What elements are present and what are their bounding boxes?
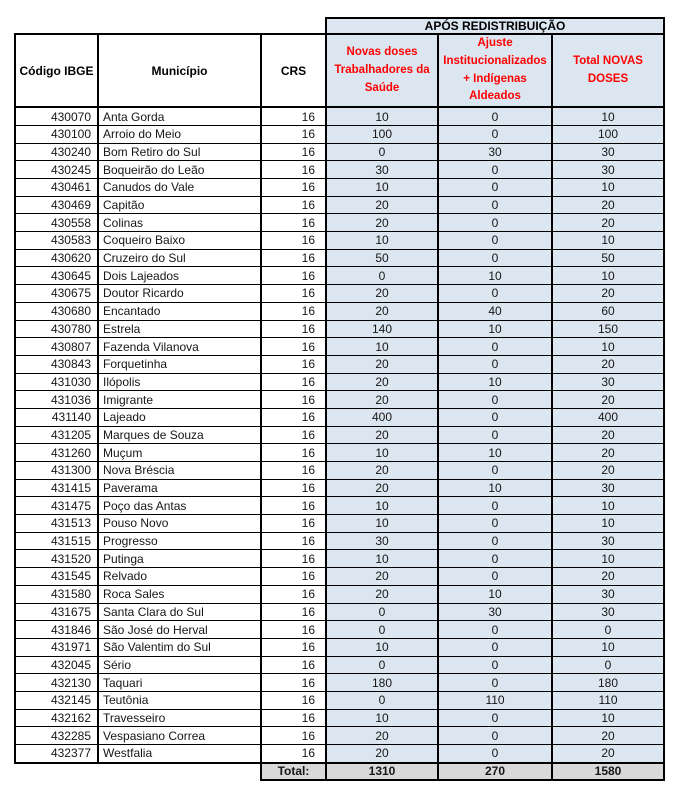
cell-crs: 16 bbox=[261, 338, 326, 356]
cell-codigo-ibge: 431846 bbox=[15, 621, 98, 639]
cell-crs: 16 bbox=[261, 267, 326, 285]
cell-ajuste: 0 bbox=[438, 674, 552, 692]
cell-ajuste: 0 bbox=[438, 638, 552, 656]
cell-ajuste: 0 bbox=[438, 249, 552, 267]
cell-novas-doses: 20 bbox=[326, 585, 438, 603]
cell-crs: 16 bbox=[261, 408, 326, 426]
cell-total-novas-doses: 60 bbox=[552, 302, 664, 320]
cell-codigo-ibge: 431515 bbox=[15, 532, 98, 550]
cell-municipio: Marques de Souza bbox=[98, 426, 261, 444]
cell-municipio: Fazenda Vilanova bbox=[98, 338, 261, 356]
cell-novas-doses: 20 bbox=[326, 462, 438, 480]
cell-municipio: Roca Sales bbox=[98, 585, 261, 603]
cell-novas-doses: 20 bbox=[326, 196, 438, 214]
cell-ajuste: 10 bbox=[438, 585, 552, 603]
cell-ajuste: 10 bbox=[438, 267, 552, 285]
total-novas-doses-value: 1310 bbox=[326, 763, 438, 780]
cell-codigo-ibge: 430070 bbox=[15, 107, 98, 125]
cell-ajuste: 10 bbox=[438, 320, 552, 338]
cell-municipio: Westfalia bbox=[98, 745, 261, 763]
cell-total-novas-doses: 10 bbox=[552, 107, 664, 125]
cell-crs: 16 bbox=[261, 621, 326, 639]
cell-crs: 16 bbox=[261, 214, 326, 232]
cell-municipio: Dois Lajeados bbox=[98, 267, 261, 285]
table-row bbox=[15, 320, 664, 338]
cell-codigo-ibge: 431300 bbox=[15, 462, 98, 480]
table-row bbox=[15, 585, 664, 603]
cell-municipio: Anta Gorda bbox=[98, 107, 261, 125]
cell-total-novas-doses: 20 bbox=[552, 727, 664, 745]
cell-total-novas-doses: 100 bbox=[552, 125, 664, 143]
cell-ajuste: 10 bbox=[438, 479, 552, 497]
table-row bbox=[15, 532, 664, 550]
cell-codigo-ibge: 432130 bbox=[15, 674, 98, 692]
cell-novas-doses: 0 bbox=[326, 267, 438, 285]
table-row bbox=[15, 444, 664, 462]
cell-crs: 16 bbox=[261, 320, 326, 338]
table-row bbox=[15, 691, 664, 709]
cell-ajuste: 110 bbox=[438, 691, 552, 709]
table-row bbox=[15, 267, 664, 285]
cell-municipio: Progresso bbox=[98, 532, 261, 550]
cell-total-novas-doses: 20 bbox=[552, 196, 664, 214]
cell-novas-doses: 10 bbox=[326, 709, 438, 727]
cell-crs: 16 bbox=[261, 585, 326, 603]
cell-total-novas-doses: 30 bbox=[552, 603, 664, 621]
cell-ajuste: 0 bbox=[438, 107, 552, 125]
cell-total-novas-doses: 20 bbox=[552, 391, 664, 409]
cell-municipio: Paverama bbox=[98, 479, 261, 497]
cell-municipio: São José do Herval bbox=[98, 621, 261, 639]
cell-ajuste: 0 bbox=[438, 550, 552, 568]
header-ajuste: Ajuste Institucionalizados + Indígenas Aldeados bbox=[438, 34, 552, 107]
cell-codigo-ibge: 431260 bbox=[15, 444, 98, 462]
cell-codigo-ibge: 431545 bbox=[15, 568, 98, 586]
cell-municipio: Bom Retiro do Sul bbox=[98, 143, 261, 161]
cell-total-novas-doses: 20 bbox=[552, 355, 664, 373]
cell-municipio: Coqueiro Baixo bbox=[98, 232, 261, 250]
cell-crs: 16 bbox=[261, 179, 326, 197]
cell-municipio: Vespasiano Correa bbox=[98, 727, 261, 745]
cell-crs: 16 bbox=[261, 745, 326, 763]
cell-municipio: Putinga bbox=[98, 550, 261, 568]
table-row bbox=[15, 426, 664, 444]
total-ajuste-value: 270 bbox=[438, 763, 552, 780]
cell-novas-doses: 20 bbox=[326, 426, 438, 444]
cell-municipio: Colinas bbox=[98, 214, 261, 232]
cell-ajuste: 0 bbox=[438, 125, 552, 143]
cell-ajuste: 10 bbox=[438, 373, 552, 391]
total-geral-value: 1580 bbox=[552, 763, 664, 780]
cell-novas-doses: 400 bbox=[326, 408, 438, 426]
cell-total-novas-doses: 10 bbox=[552, 232, 664, 250]
cell-codigo-ibge: 430843 bbox=[15, 355, 98, 373]
cell-total-novas-doses: 30 bbox=[552, 585, 664, 603]
cell-novas-doses: 10 bbox=[326, 515, 438, 533]
cell-ajuste: 40 bbox=[438, 302, 552, 320]
total-label: Total: bbox=[261, 763, 326, 780]
cell-codigo-ibge: 430680 bbox=[15, 302, 98, 320]
cell-codigo-ibge: 430245 bbox=[15, 161, 98, 179]
table-row bbox=[15, 302, 664, 320]
cell-crs: 16 bbox=[261, 638, 326, 656]
cell-codigo-ibge: 431675 bbox=[15, 603, 98, 621]
cell-codigo-ibge: 432377 bbox=[15, 745, 98, 763]
cell-ajuste: 0 bbox=[438, 709, 552, 727]
table-row bbox=[15, 107, 664, 125]
cell-codigo-ibge: 430807 bbox=[15, 338, 98, 356]
table-row bbox=[15, 285, 664, 303]
table-row bbox=[15, 621, 664, 639]
vaccine-redistribution-table bbox=[14, 17, 665, 781]
cell-codigo-ibge: 430100 bbox=[15, 125, 98, 143]
cell-total-novas-doses: 150 bbox=[552, 320, 664, 338]
cell-codigo-ibge: 430780 bbox=[15, 320, 98, 338]
cell-novas-doses: 30 bbox=[326, 161, 438, 179]
cell-total-novas-doses: 10 bbox=[552, 497, 664, 515]
header-row bbox=[15, 34, 664, 107]
header-total-novas-doses: Total NOVAS DOSES bbox=[552, 34, 664, 107]
cell-municipio: Capitão bbox=[98, 196, 261, 214]
cell-novas-doses: 10 bbox=[326, 179, 438, 197]
cell-total-novas-doses: 20 bbox=[552, 745, 664, 763]
cell-codigo-ibge: 430240 bbox=[15, 143, 98, 161]
cell-municipio: Arroio do Meio bbox=[98, 125, 261, 143]
table-row bbox=[15, 391, 664, 409]
cell-codigo-ibge: 430675 bbox=[15, 285, 98, 303]
cell-codigo-ibge: 431140 bbox=[15, 408, 98, 426]
cell-municipio: Sério bbox=[98, 656, 261, 674]
table-row bbox=[15, 355, 664, 373]
table-row bbox=[15, 674, 664, 692]
header-codigo-ibge: Código IBGE bbox=[15, 34, 98, 107]
cell-crs: 16 bbox=[261, 161, 326, 179]
table-row bbox=[15, 515, 664, 533]
cell-total-novas-doses: 10 bbox=[552, 179, 664, 197]
table-row bbox=[15, 373, 664, 391]
cell-codigo-ibge: 431520 bbox=[15, 550, 98, 568]
cell-total-novas-doses: 0 bbox=[552, 656, 664, 674]
cell-novas-doses: 20 bbox=[326, 302, 438, 320]
cell-ajuste: 0 bbox=[438, 196, 552, 214]
table-row bbox=[15, 214, 664, 232]
cell-novas-doses: 180 bbox=[326, 674, 438, 692]
cell-municipio: Poço das Antas bbox=[98, 497, 261, 515]
cell-codigo-ibge: 432285 bbox=[15, 727, 98, 745]
cell-novas-doses: 50 bbox=[326, 249, 438, 267]
cell-total-novas-doses: 30 bbox=[552, 143, 664, 161]
cell-crs: 16 bbox=[261, 107, 326, 125]
table-row bbox=[15, 161, 664, 179]
cell-ajuste: 0 bbox=[438, 745, 552, 763]
cell-novas-doses: 20 bbox=[326, 568, 438, 586]
header-crs: CRS bbox=[261, 34, 326, 107]
cell-crs: 16 bbox=[261, 285, 326, 303]
cell-novas-doses: 20 bbox=[326, 355, 438, 373]
cell-total-novas-doses: 30 bbox=[552, 532, 664, 550]
table-row bbox=[15, 232, 664, 250]
cell-ajuste: 0 bbox=[438, 497, 552, 515]
cell-total-novas-doses: 400 bbox=[552, 408, 664, 426]
cell-crs: 16 bbox=[261, 497, 326, 515]
table-row bbox=[15, 568, 664, 586]
cell-municipio: Santa Clara do Sul bbox=[98, 603, 261, 621]
band-row bbox=[15, 18, 664, 34]
cell-municipio: São Valentim do Sul bbox=[98, 638, 261, 656]
cell-ajuste: 0 bbox=[438, 214, 552, 232]
cell-crs: 16 bbox=[261, 125, 326, 143]
cell-ajuste: 0 bbox=[438, 232, 552, 250]
cell-ajuste: 0 bbox=[438, 285, 552, 303]
cell-ajuste: 0 bbox=[438, 532, 552, 550]
cell-ajuste: 10 bbox=[438, 444, 552, 462]
cell-total-novas-doses: 20 bbox=[552, 214, 664, 232]
cell-total-novas-doses: 20 bbox=[552, 462, 664, 480]
cell-novas-doses: 0 bbox=[326, 143, 438, 161]
cell-codigo-ibge: 431513 bbox=[15, 515, 98, 533]
table-row bbox=[15, 638, 664, 656]
cell-codigo-ibge: 430558 bbox=[15, 214, 98, 232]
header-novas-doses: Novas doses Trabalhadores da Saúde bbox=[326, 34, 438, 107]
cell-ajuste: 0 bbox=[438, 568, 552, 586]
cell-crs: 16 bbox=[261, 143, 326, 161]
cell-novas-doses: 20 bbox=[326, 745, 438, 763]
cell-total-novas-doses: 20 bbox=[552, 444, 664, 462]
cell-codigo-ibge: 431030 bbox=[15, 373, 98, 391]
cell-novas-doses: 100 bbox=[326, 125, 438, 143]
cell-crs: 16 bbox=[261, 444, 326, 462]
cell-novas-doses: 10 bbox=[326, 232, 438, 250]
cell-crs: 16 bbox=[261, 196, 326, 214]
cell-ajuste: 0 bbox=[438, 408, 552, 426]
cell-codigo-ibge: 431205 bbox=[15, 426, 98, 444]
cell-total-novas-doses: 10 bbox=[552, 550, 664, 568]
cell-ajuste: 0 bbox=[438, 656, 552, 674]
cell-total-novas-doses: 0 bbox=[552, 621, 664, 639]
cell-crs: 16 bbox=[261, 709, 326, 727]
apos-redistribuicao-band: APÓS REDISTRIBUIÇÃO bbox=[326, 18, 664, 34]
table-row bbox=[15, 143, 664, 161]
total-row bbox=[15, 763, 664, 780]
cell-novas-doses: 20 bbox=[326, 727, 438, 745]
cell-ajuste: 0 bbox=[438, 355, 552, 373]
total-row-spacer bbox=[15, 763, 261, 780]
header-municipio: Município bbox=[98, 34, 261, 107]
table-row bbox=[15, 338, 664, 356]
cell-novas-doses: 140 bbox=[326, 320, 438, 338]
cell-total-novas-doses: 20 bbox=[552, 426, 664, 444]
cell-novas-doses: 10 bbox=[326, 638, 438, 656]
cell-total-novas-doses: 20 bbox=[552, 568, 664, 586]
cell-novas-doses: 10 bbox=[326, 550, 438, 568]
table-row bbox=[15, 249, 664, 267]
table-row bbox=[15, 125, 664, 143]
table-row bbox=[15, 727, 664, 745]
table-row bbox=[15, 709, 664, 727]
cell-municipio: Pouso Novo bbox=[98, 515, 261, 533]
cell-ajuste: 0 bbox=[438, 462, 552, 480]
cell-crs: 16 bbox=[261, 656, 326, 674]
cell-ajuste: 0 bbox=[438, 161, 552, 179]
cell-crs: 16 bbox=[261, 302, 326, 320]
cell-total-novas-doses: 30 bbox=[552, 479, 664, 497]
cell-ajuste: 30 bbox=[438, 603, 552, 621]
cell-novas-doses: 20 bbox=[326, 373, 438, 391]
cell-crs: 16 bbox=[261, 568, 326, 586]
cell-codigo-ibge: 430469 bbox=[15, 196, 98, 214]
cell-novas-doses: 10 bbox=[326, 338, 438, 356]
table-row bbox=[15, 479, 664, 497]
cell-novas-doses: 30 bbox=[326, 532, 438, 550]
cell-municipio: Muçum bbox=[98, 444, 261, 462]
cell-novas-doses: 0 bbox=[326, 691, 438, 709]
table-row bbox=[15, 550, 664, 568]
table-row bbox=[15, 408, 664, 426]
cell-municipio: Taquari bbox=[98, 674, 261, 692]
cell-municipio: Forquetinha bbox=[98, 355, 261, 373]
table-row bbox=[15, 656, 664, 674]
cell-ajuste: 0 bbox=[438, 426, 552, 444]
cell-codigo-ibge: 430620 bbox=[15, 249, 98, 267]
cell-municipio: Imigrante bbox=[98, 391, 261, 409]
vaccine-redistribution-table-container bbox=[14, 17, 665, 781]
cell-codigo-ibge: 430645 bbox=[15, 267, 98, 285]
cell-municipio: Cruzeiro do Sul bbox=[98, 249, 261, 267]
cell-codigo-ibge: 431580 bbox=[15, 585, 98, 603]
cell-municipio: Estrela bbox=[98, 320, 261, 338]
cell-total-novas-doses: 10 bbox=[552, 709, 664, 727]
cell-municipio: Lajeado bbox=[98, 408, 261, 426]
table-row bbox=[15, 179, 664, 197]
cell-crs: 16 bbox=[261, 532, 326, 550]
cell-municipio: Canudos do Vale bbox=[98, 179, 261, 197]
cell-codigo-ibge: 431971 bbox=[15, 638, 98, 656]
cell-codigo-ibge: 430461 bbox=[15, 179, 98, 197]
table-row bbox=[15, 196, 664, 214]
cell-total-novas-doses: 10 bbox=[552, 515, 664, 533]
cell-novas-doses: 20 bbox=[326, 285, 438, 303]
cell-crs: 16 bbox=[261, 550, 326, 568]
cell-codigo-ibge: 432162 bbox=[15, 709, 98, 727]
cell-ajuste: 0 bbox=[438, 391, 552, 409]
cell-novas-doses: 20 bbox=[326, 391, 438, 409]
cell-codigo-ibge: 431036 bbox=[15, 391, 98, 409]
cell-novas-doses: 10 bbox=[326, 497, 438, 515]
cell-total-novas-doses: 30 bbox=[552, 373, 664, 391]
cell-total-novas-doses: 50 bbox=[552, 249, 664, 267]
cell-crs: 16 bbox=[261, 232, 326, 250]
cell-crs: 16 bbox=[261, 727, 326, 745]
cell-crs: 16 bbox=[261, 674, 326, 692]
cell-novas-doses: 20 bbox=[326, 479, 438, 497]
cell-crs: 16 bbox=[261, 603, 326, 621]
cell-municipio: Relvado bbox=[98, 568, 261, 586]
cell-novas-doses: 0 bbox=[326, 656, 438, 674]
cell-codigo-ibge: 432145 bbox=[15, 691, 98, 709]
cell-municipio: Ilópolis bbox=[98, 373, 261, 391]
cell-ajuste: 0 bbox=[438, 621, 552, 639]
cell-codigo-ibge: 431415 bbox=[15, 479, 98, 497]
cell-crs: 16 bbox=[261, 426, 326, 444]
table-row bbox=[15, 603, 664, 621]
cell-codigo-ibge: 431475 bbox=[15, 497, 98, 515]
cell-crs: 16 bbox=[261, 249, 326, 267]
table-row bbox=[15, 462, 664, 480]
cell-municipio: Teutônia bbox=[98, 691, 261, 709]
cell-crs: 16 bbox=[261, 515, 326, 533]
cell-municipio: Doutor Ricardo bbox=[98, 285, 261, 303]
cell-crs: 16 bbox=[261, 691, 326, 709]
cell-ajuste: 30 bbox=[438, 143, 552, 161]
cell-municipio: Boqueirão do Leão bbox=[98, 161, 261, 179]
cell-crs: 16 bbox=[261, 479, 326, 497]
cell-ajuste: 0 bbox=[438, 515, 552, 533]
cell-total-novas-doses: 10 bbox=[552, 638, 664, 656]
cell-ajuste: 0 bbox=[438, 338, 552, 356]
cell-municipio: Encantado bbox=[98, 302, 261, 320]
cell-crs: 16 bbox=[261, 373, 326, 391]
cell-total-novas-doses: 10 bbox=[552, 338, 664, 356]
cell-novas-doses: 20 bbox=[326, 214, 438, 232]
cell-total-novas-doses: 180 bbox=[552, 674, 664, 692]
cell-total-novas-doses: 30 bbox=[552, 161, 664, 179]
cell-codigo-ibge: 430583 bbox=[15, 232, 98, 250]
cell-codigo-ibge: 432045 bbox=[15, 656, 98, 674]
cell-municipio: Travesseiro bbox=[98, 709, 261, 727]
table-row bbox=[15, 497, 664, 515]
cell-total-novas-doses: 20 bbox=[552, 285, 664, 303]
cell-municipio: Nova Bréscia bbox=[98, 462, 261, 480]
cell-novas-doses: 0 bbox=[326, 603, 438, 621]
cell-ajuste: 0 bbox=[438, 727, 552, 745]
cell-crs: 16 bbox=[261, 355, 326, 373]
band-spacer bbox=[15, 18, 326, 34]
table-row bbox=[15, 745, 664, 763]
cell-crs: 16 bbox=[261, 391, 326, 409]
cell-novas-doses: 10 bbox=[326, 444, 438, 462]
cell-ajuste: 0 bbox=[438, 179, 552, 197]
cell-total-novas-doses: 110 bbox=[552, 691, 664, 709]
cell-total-novas-doses: 10 bbox=[552, 267, 664, 285]
cell-novas-doses: 10 bbox=[326, 107, 438, 125]
cell-crs: 16 bbox=[261, 462, 326, 480]
cell-novas-doses: 0 bbox=[326, 621, 438, 639]
